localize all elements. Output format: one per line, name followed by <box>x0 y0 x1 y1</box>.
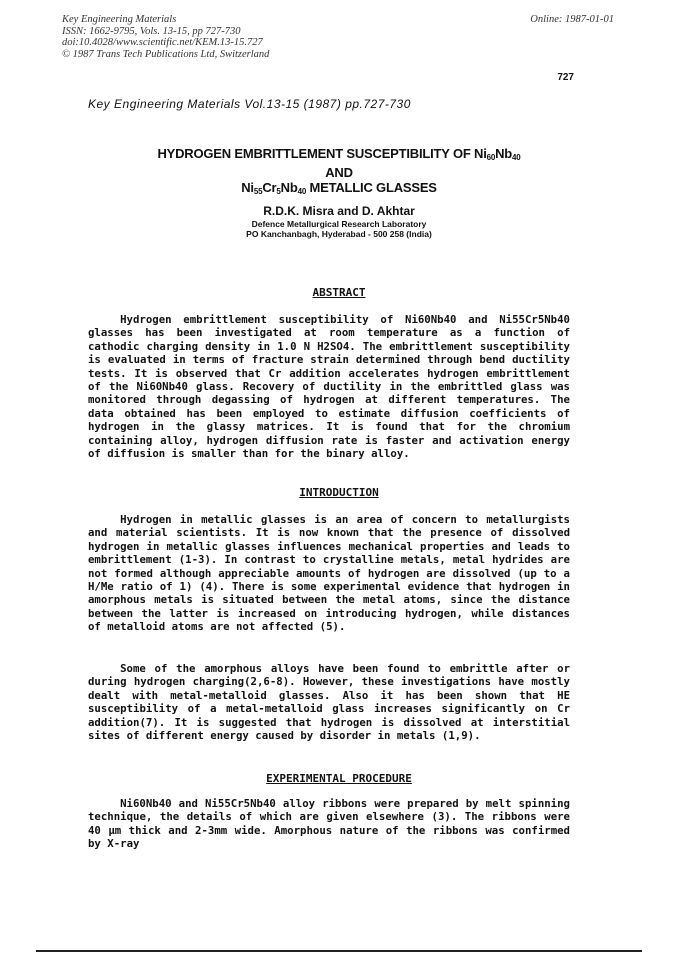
journal-doi[interactable]: doi:10.4028/www.scientific.net/KEM.13-15.727 <box>62 37 263 48</box>
journal-metadata <box>62 14 269 60</box>
affiliation <box>0 219 678 239</box>
affiliation-line-2: PO Kanchanbagh, Hyderabad - 500 258 (India) <box>246 229 432 239</box>
title-line-2: AND <box>325 165 353 180</box>
online-date: Online: 1987-01-01 <box>530 14 614 25</box>
bottom-rule <box>36 950 642 952</box>
experimental-heading: EXPERIMENTAL PROCEDURE <box>266 772 412 785</box>
introduction-paragraph-1: Hydrogen in metallic glasses is an area of concern to metallurgists and material scientists. It is now known that the presence of dissolved hydrogen in metallic glasses influences mechanical properties and leads to embrittlement (1-3). In contrast to crystalline metals, metal hydrides are not formed although appreciable amounts of hydrogen are dissolved (up to a H/Me ratio of 1) (4). There is some experimental evidence that hydrogen in amorphous metals is situated between the metal atoms, since the distance between the latter is increased on introducing hydrogen, while distances of metalloid atoms are not affected (5). <box>88 513 570 634</box>
experimental-paragraph-1: Ni60Nb40 and Ni55Cr5Nb40 alloy ribbons were prepared by melt spinning technique, the details of which are given elsewhere (3). The ribbons were 40 µm thick and 2-3mm wide. Amorphous nature of the ribbons was confirmed by X-ray <box>88 797 570 851</box>
authors: R.D.K. Misra and D. Akhtar <box>263 204 415 218</box>
page-number: 727 <box>557 72 574 83</box>
citation-line: Key Engineering Materials Vol.13-15 (1987) pp.727-730 <box>88 97 411 111</box>
paper-title <box>0 146 678 199</box>
title-line-3: $Ni_{55}Cr_5Nb_{40}$ METALLIC GLASSES <box>241 180 437 196</box>
abstract-text: Hydrogen embrittlement susceptibility of Ni60Nb40 and Ni55Cr5Nb40 glasses has been investigated at room temperature as a function of cathodic charging density in 1.0 N H2SO4. The embrittlement susceptibility is evaluated in terms of fracture strain determined through bend ductility tests. It is observed that Cr addition accelerates hydrogen embrittlement of the Ni60Nb40 glass. Recovery of ductility in the embrittled glass was monitored through degassing of hydrogen at different temperatures. The data obtained has been employed to estimate diffusion coefficients of hydrogen in the glassy matrices. It is found that for the chromium containing alloy, hydrogen diffusion rate is faster and activation energy of diffusion is smaller than for the binary alloy. <box>88 313 570 461</box>
introduction-paragraph-2: Some of the amorphous alloys have been found to embrittle after or during hydrogen charging(2,6-8). However, these investigations have mostly dealt with metal-metalloid glasses. Also it has been shown that HE susceptibility of a metal-metalloid glass increases significantly on Cr addition(7). It is suggested that hydrogen is dissolved at interstitial sites of different energy caused by disorder in metals (1,9). <box>88 662 570 743</box>
introduction-heading: INTRODUCTION <box>299 486 379 499</box>
journal-name: Key Engineering Materials <box>62 14 177 25</box>
journal-copyright: © 1987 Trans Tech Publications Ltd, Switzerland <box>62 48 270 60</box>
abstract-heading: ABSTRACT <box>312 286 366 299</box>
affiliation-line-1: Defence Metallurgical Research Laboratory <box>251 219 427 229</box>
journal-issn: ISSN: 1662-9795, Vols. 13-15, pp 727-730 <box>62 25 241 37</box>
title-line-1: HYDROGEN EMBRITTLEMENT SUSCEPTIBILITY OF $Ni_{60}Nb_{40}$ <box>157 146 521 162</box>
